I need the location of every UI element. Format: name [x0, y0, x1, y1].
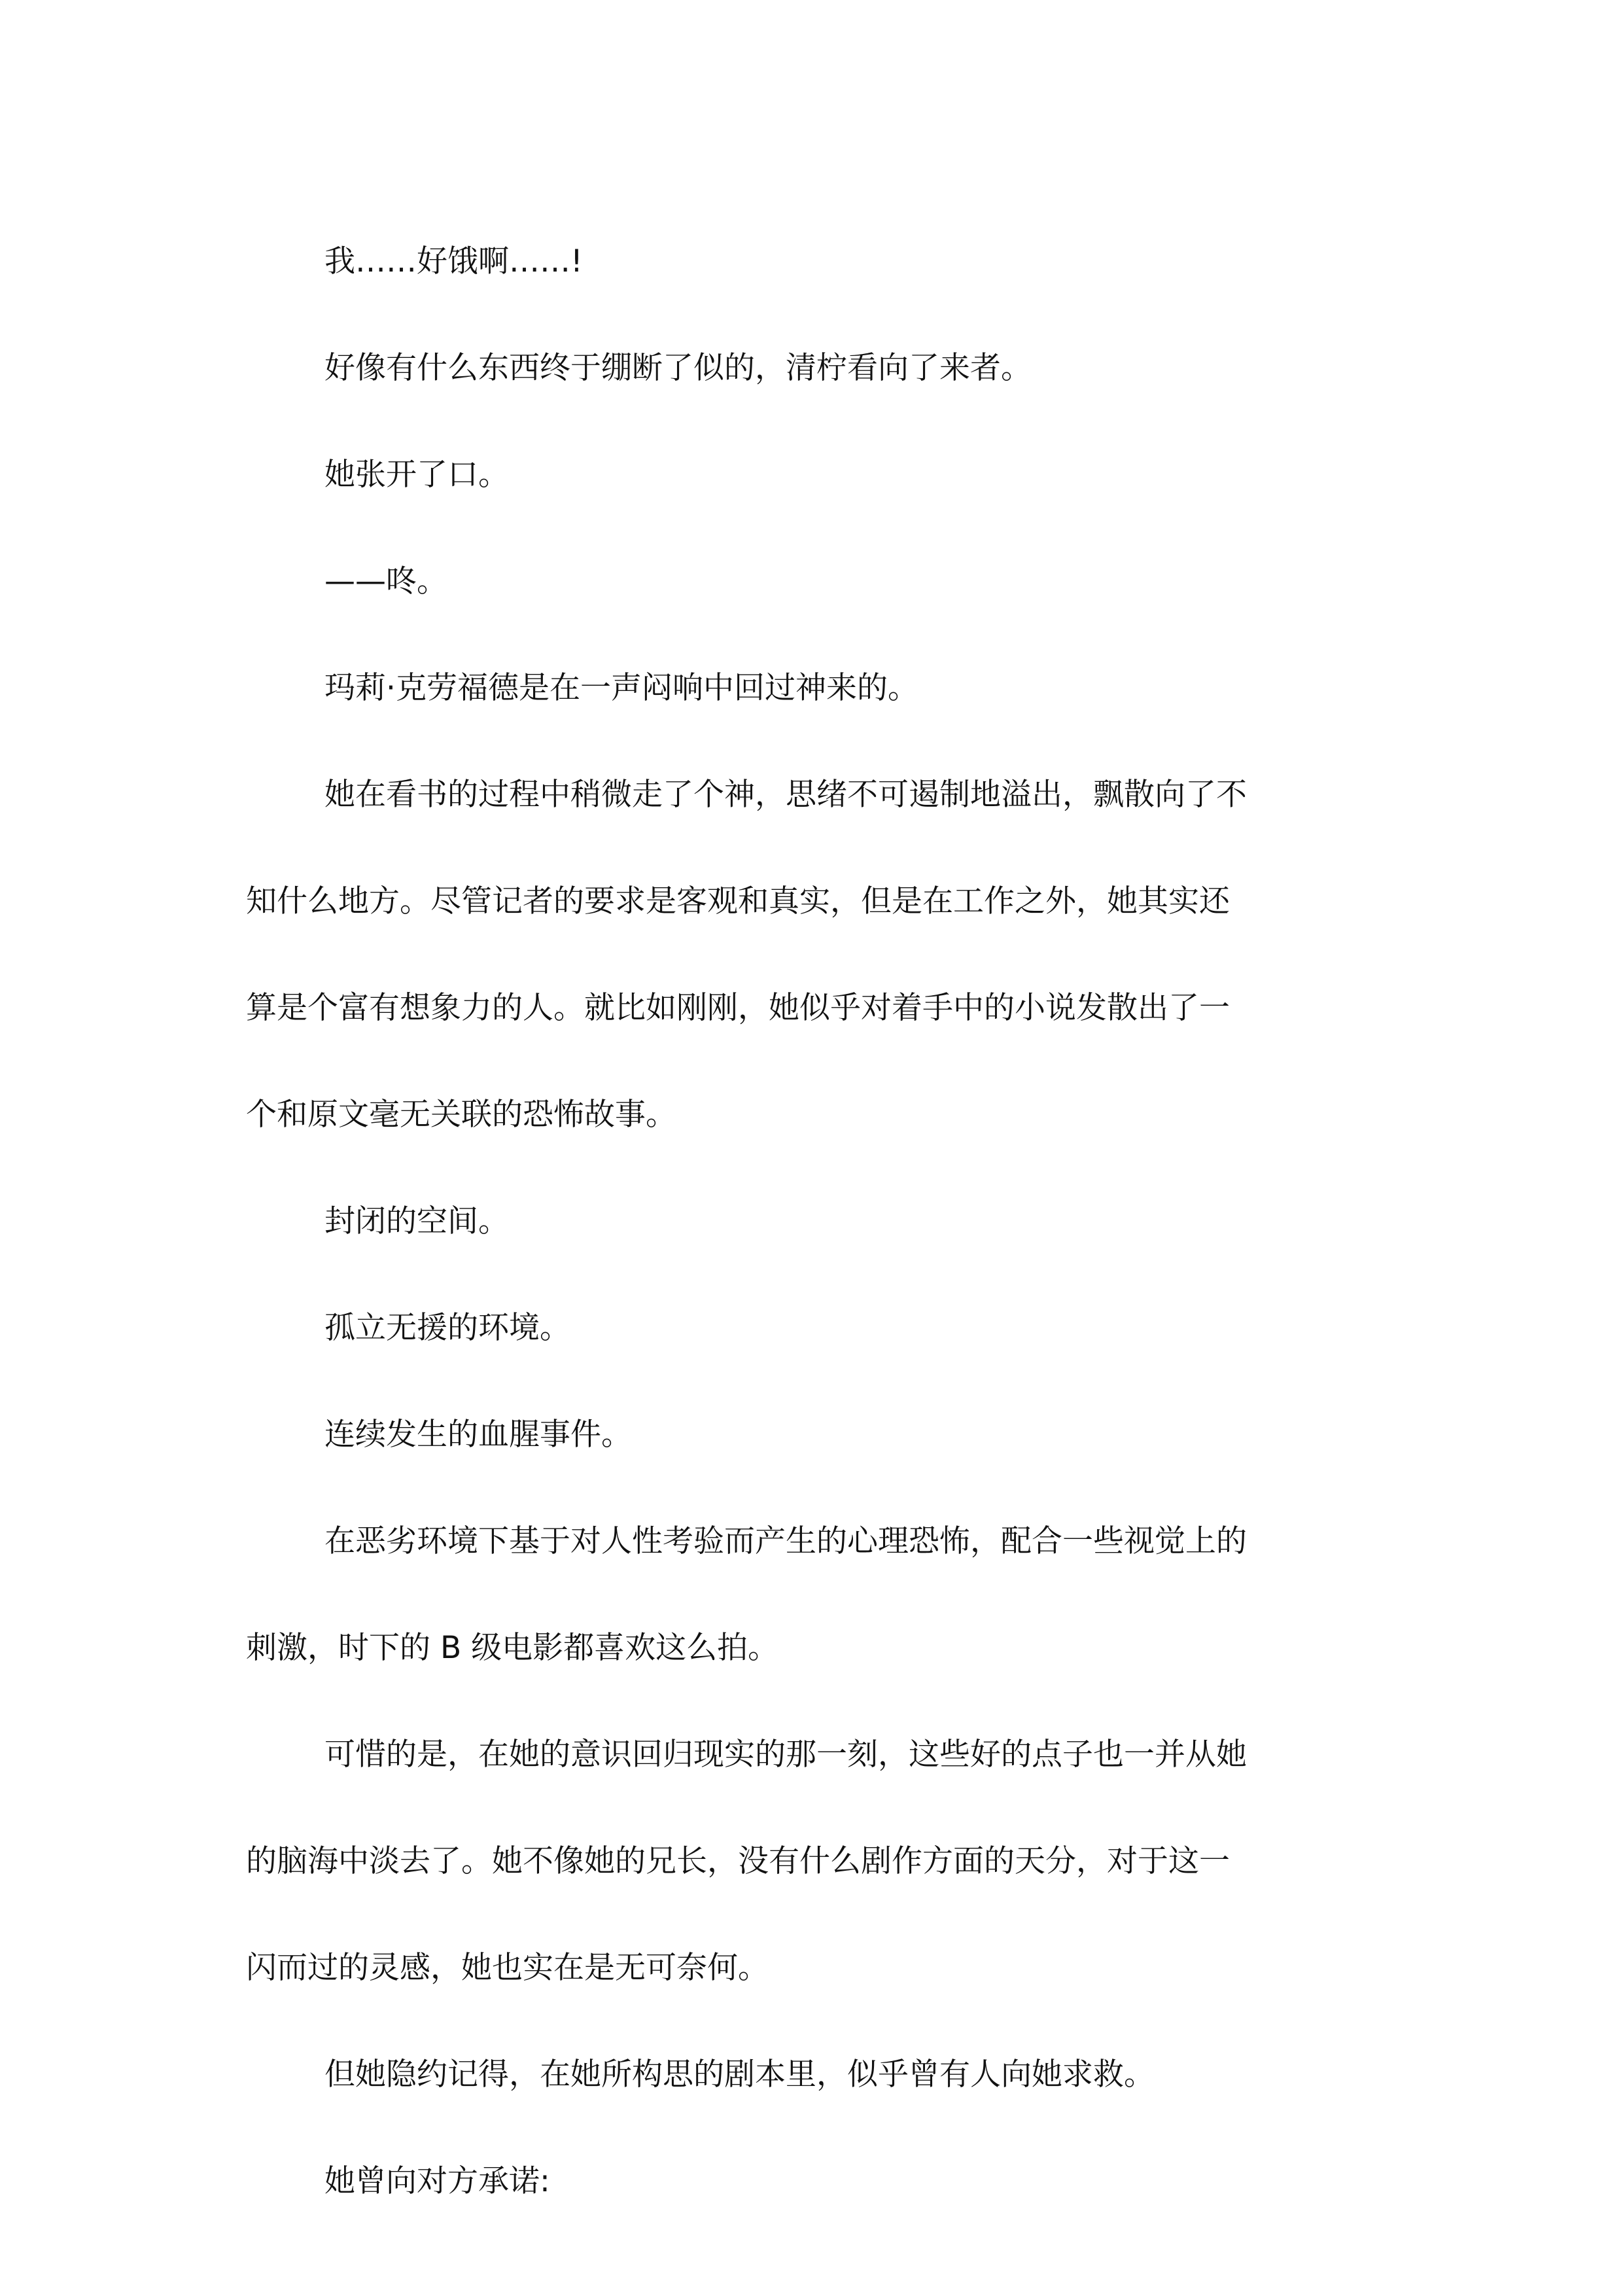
paragraph: 她在看书的过程中稍微走了个神，思绪不可遏制地溢出，飘散向了不知什么地方。尽管记者的要求是客观和真实，但是在工作之外，她其实还算是个富有想象力的人。就比如刚刚，她似乎对着手中的小说发散出了一个和原文毫无关联的恐怖故事。 [246, 777, 1247, 1133]
body-text [246, 208, 1253, 2234]
paragraph: 在恶劣环境下基于对人性考验而产生的心理恐怖，配合一些视觉上的刺激，时下的 B 级电影都喜欢这么拍。 [246, 1523, 1247, 1666]
paragraph: 但她隐约记得，在她所构思的剧本里，似乎曾有人向她求救。 [324, 2057, 1155, 2093]
paragraph: 玛莉·克劳福德是在一声闷响中回过神来的。 [324, 670, 918, 706]
paragraph: 孤立无援的环境。 [324, 1310, 570, 1346]
paragraph: 可惜的是，在她的意识回归现实的那一刻，这些好的点子也一并从她的脑海中淡去了。她不像她的兄长，没有什么剧作方面的天分，对于这一闪而过的灵感，她也实在是无可奈何。 [246, 1737, 1247, 1986]
paragraph: ——咚。 [324, 563, 447, 599]
paragraph: 她张开了口。 [324, 457, 509, 493]
paragraph: 封闭的空间。 [324, 1203, 509, 1239]
paragraph: 连续发生的血腥事件。 [324, 1417, 632, 1453]
paragraph: 好像有什么东西终于绷断了似的，清柠看向了来者。 [324, 350, 1032, 386]
paragraph: 她曾向对方承诺: [324, 2163, 550, 2199]
paragraph: 我……好饿啊……! [324, 243, 583, 279]
